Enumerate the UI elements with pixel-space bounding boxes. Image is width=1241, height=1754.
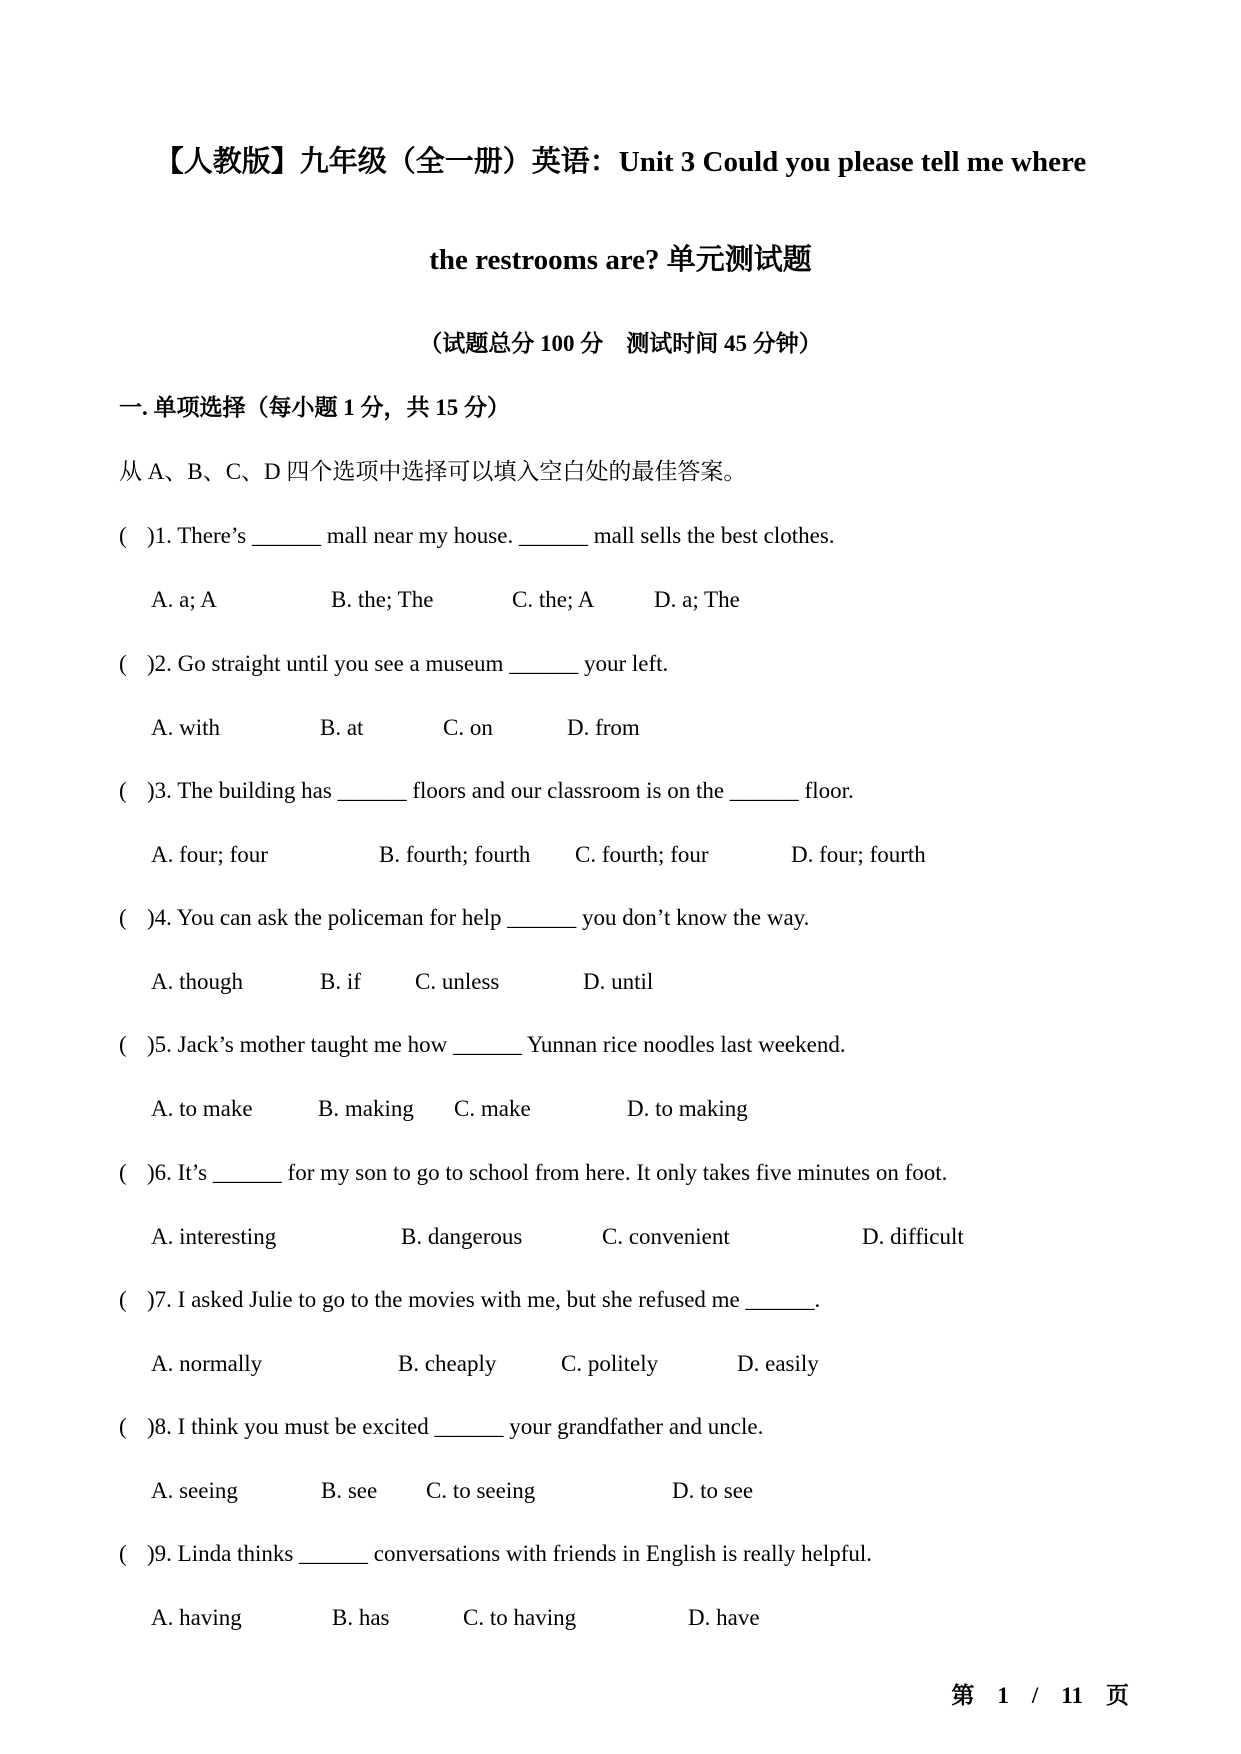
- question-text: )4. You can ask the policeman for help ______ you don’t know the way.: [147, 905, 810, 930]
- question-text: )3. The building has ______ floors and our classroom is on the ______ floor.: [147, 778, 854, 803]
- question-text: )7. I asked Julie to go to the movies with me, but she refused me ______.: [147, 1287, 821, 1312]
- option-d: D. easily: [737, 1351, 819, 1376]
- option-c: C. convenient: [602, 1224, 730, 1249]
- option-a: A. a; A: [151, 587, 217, 612]
- option-b: B. if: [320, 969, 361, 994]
- option-c: C. make: [454, 1096, 531, 1121]
- answer-paren: (: [119, 905, 127, 930]
- answer-paren: (: [119, 778, 127, 803]
- option-c: C. to seeing: [426, 1478, 536, 1503]
- question-text: )6. It’s ______ for my son to go to school from here. It only takes five minutes on foot.: [147, 1160, 948, 1185]
- title-line-2: the restrooms are? 单元测试题: [429, 244, 812, 276]
- question-text: )9. Linda thinks ______ conversations with friends in English is really helpful.: [147, 1541, 873, 1566]
- question-4: [119, 906, 809, 929]
- question-8: [119, 1415, 763, 1438]
- answer-paren: (: [119, 1541, 127, 1566]
- option-b: B. cheaply: [398, 1351, 497, 1376]
- question-3: [119, 779, 854, 802]
- question-5: [119, 1033, 846, 1056]
- question-6: [119, 1161, 947, 1184]
- question-text: )5. Jack’s mother taught me how ______ Yunnan rice noodles last weekend.: [147, 1032, 846, 1057]
- page-number: 第 1 / 11 页: [951, 1683, 1129, 1708]
- option-a: A. normally: [151, 1351, 263, 1376]
- option-d: D. have: [688, 1605, 760, 1630]
- question-2: [119, 652, 668, 675]
- answer-paren: (: [119, 523, 127, 548]
- option-b: B. at: [320, 715, 364, 740]
- answer-paren: (: [119, 1032, 127, 1057]
- option-c: C. to having: [463, 1605, 577, 1630]
- option-a: A. seeing: [151, 1478, 238, 1503]
- section-instruction: 从 A、B、C、D 四个选项中选择可以填入空白处的最佳答案。: [119, 459, 747, 484]
- question-text: )1. There’s ______ mall near my house. ______ mall sells the best clothes.: [147, 523, 835, 548]
- question-1: [119, 524, 835, 547]
- option-d: D. difficult: [862, 1224, 964, 1249]
- answer-paren: (: [119, 1414, 127, 1439]
- title-line-1: 【人教版】九年级（全一册）英语：Unit 3 Could you please tell me where: [154, 146, 1087, 178]
- option-d: D. a; The: [654, 587, 740, 612]
- question-text: )8. I think you must be excited ______ your grandfather and uncle.: [147, 1414, 764, 1439]
- option-d: D. from: [567, 715, 640, 740]
- option-a: A. interesting: [151, 1224, 277, 1249]
- option-a: A. to make: [151, 1096, 253, 1121]
- answer-paren: (: [119, 1287, 127, 1312]
- option-b: B. fourth; fourth: [379, 842, 531, 867]
- option-b: B. dangerous: [401, 1224, 523, 1249]
- section-heading: 一. 单项选择（每小题 1 分，共 15 分）: [119, 395, 510, 420]
- option-a: A. four; four: [151, 842, 268, 867]
- question-9: [119, 1542, 872, 1565]
- option-c: C. politely: [561, 1351, 659, 1376]
- option-a: A. with: [151, 715, 220, 740]
- answer-paren: (: [119, 1160, 127, 1185]
- answer-paren: (: [119, 651, 127, 676]
- exam-subtitle: （试题总分 100 分 测试时间 45 分钟）: [419, 331, 822, 356]
- option-c: C. on: [443, 715, 493, 740]
- option-c: C. fourth; four: [575, 842, 709, 867]
- option-b: B. the; The: [331, 587, 434, 612]
- option-d: D. to making: [627, 1096, 748, 1121]
- option-b: B. has: [332, 1605, 390, 1630]
- option-a: A. though: [151, 969, 243, 994]
- option-d: D. four; fourth: [791, 842, 926, 867]
- option-a: A. having: [151, 1605, 242, 1630]
- option-d: D. until: [583, 969, 654, 994]
- option-d: D. to see: [672, 1478, 754, 1503]
- option-b: B. see: [321, 1478, 378, 1503]
- question-text: )2. Go straight until you see a museum ______ your left.: [147, 651, 669, 676]
- question-7: [119, 1288, 820, 1311]
- option-b: B. making: [318, 1096, 414, 1121]
- option-c: C. unless: [415, 969, 500, 994]
- option-c: C. the; A: [512, 587, 595, 612]
